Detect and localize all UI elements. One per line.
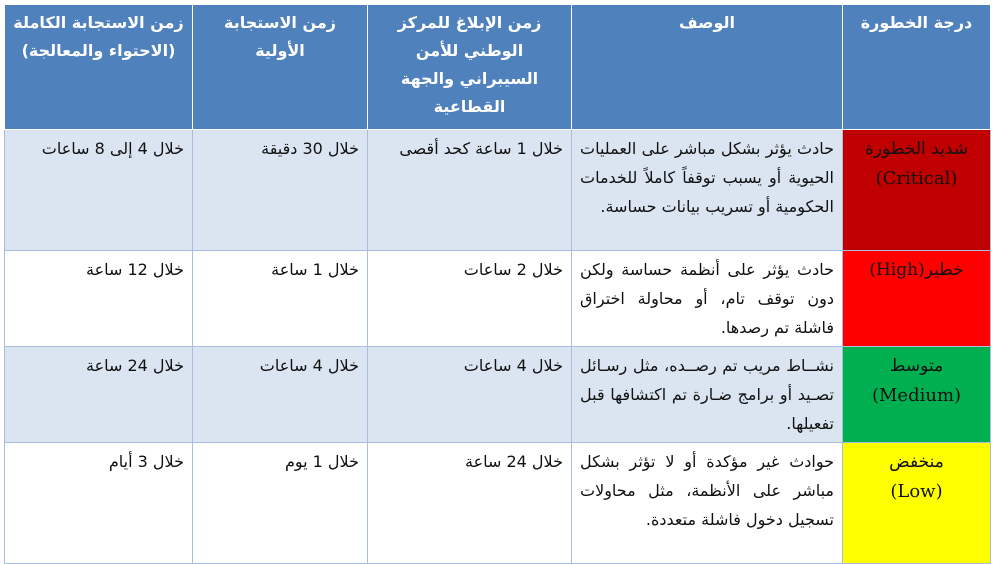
description-cell: حوادث غير مؤكدة أو لا تؤثر بشكل مباشر على الأنظمة، مثل محاولات تسجيل دخول فاشلة متعددة. xyxy=(572,443,843,564)
severity-label: شديد الخطورة xyxy=(865,139,968,159)
incident-severity-table xyxy=(4,4,991,564)
severity-label-en: (Low) xyxy=(890,481,943,502)
table-row xyxy=(5,251,991,347)
reporting-time-cell: خلال 4 ساعات xyxy=(368,347,572,443)
table-row xyxy=(5,130,991,251)
severity-label-en: (Medium) xyxy=(871,385,962,406)
header-reporting-time: زمن الإبلاغ للمركز الوطني للأمن السيبراني والجهة القطاعية xyxy=(368,5,572,130)
severity-label: خطير xyxy=(924,260,964,280)
full-response-cell: خلال 12 ساعة xyxy=(5,251,193,347)
initial-response-cell: خلال 4 ساعات xyxy=(193,347,368,443)
table-row xyxy=(5,347,991,443)
severity-label: متوسط xyxy=(889,356,944,376)
description-cell: حادث يؤثر بشكل مباشر على العمليات الحيوية أو يسبب توقفاً كاملاً للخدمات الحكومية أو تسريب بيانات حساسة. xyxy=(572,130,843,251)
table-row xyxy=(5,443,991,564)
header-full-response: زمن الاستجابة الكاملة (الاحتواء والمعالجة) xyxy=(5,5,193,130)
reporting-time-cell: خلال 24 ساعة xyxy=(368,443,572,564)
severity-cell-high xyxy=(843,251,991,347)
severity-cell-critical xyxy=(843,130,991,251)
full-response-cell: خلال 4 إلى 8 ساعات xyxy=(5,130,193,251)
full-response-cell: خلال 3 أيام xyxy=(5,443,193,564)
initial-response-cell: خلال 1 يوم xyxy=(193,443,368,564)
initial-response-cell: خلال 1 ساعة xyxy=(193,251,368,347)
header-row xyxy=(5,5,991,130)
description-cell: نشــاط مريب تم رصــده، مثل رسـائل تصـيد أو برامج ضـارة تم اكتشافها قبل تفعيلها. xyxy=(572,347,843,443)
description-cell: حادث يؤثر على أنظمة حساسة ولكن دون توقف تام، أو محاولة اختراق فاشلة تم رصدها. xyxy=(572,251,843,347)
reporting-time-cell: خلال 2 ساعات xyxy=(368,251,572,347)
severity-label-en: (Critical) xyxy=(875,168,958,189)
header-severity: درجة الخطورة xyxy=(843,5,991,130)
severity-label-en: (High) xyxy=(869,260,925,280)
severity-cell-low xyxy=(843,443,991,564)
full-response-cell: خلال 24 ساعة xyxy=(5,347,193,443)
severity-cell-medium xyxy=(843,347,991,443)
initial-response-cell: خلال 30 دقيقة xyxy=(193,130,368,251)
header-initial-response: زمن الاستجابة الأولية xyxy=(193,5,368,130)
reporting-time-cell: خلال 1 ساعة كحد أقصى xyxy=(368,130,572,251)
header-description: الوصف xyxy=(572,5,843,130)
severity-label: منخفض xyxy=(889,452,944,472)
